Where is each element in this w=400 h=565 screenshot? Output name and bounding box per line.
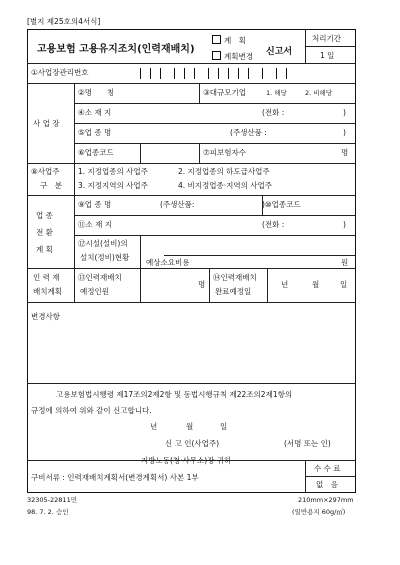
close-paren: ) bbox=[343, 220, 346, 229]
insured-count-label: ⑦피보험자수 bbox=[203, 148, 246, 157]
reporter-label: 신 고 인(사업주) bbox=[165, 439, 220, 448]
business-name-label: ②명 칭 bbox=[78, 88, 115, 97]
footer-paper-type: (일반용지 60g/㎡) bbox=[292, 508, 346, 516]
business-address-label: ④소 재 지 bbox=[78, 108, 112, 117]
year-unit: 년 bbox=[150, 422, 158, 431]
employer-type-option-3[interactable]: 3. 지정지역의 사업주 bbox=[78, 181, 148, 190]
plan-change-checkbox[interactable] bbox=[212, 51, 221, 60]
expected-cost-label: 예상소요비용 bbox=[146, 258, 190, 267]
processing-period-label: 처리기간 bbox=[312, 34, 341, 43]
facility-label-2: 설치(정비)현황 bbox=[80, 253, 130, 262]
plan-checkbox[interactable] bbox=[212, 35, 221, 44]
plan-option[interactable]: 계 획 bbox=[212, 35, 246, 45]
expected-cost-unit: 원 bbox=[341, 258, 349, 267]
conversion-plan-label: 업 종 bbox=[36, 211, 53, 220]
form-title: 고용보험 고용유지조치(인력재배치) bbox=[37, 44, 195, 55]
new-address-label: ⑪소 재 지 bbox=[78, 220, 113, 229]
signature-label[interactable]: (서명 또는 인) bbox=[284, 439, 331, 448]
business-number-label: ①사업장관리번호 bbox=[31, 68, 89, 77]
footer-approval-date: 98. 7. 2. 승인 bbox=[27, 508, 69, 516]
planned-headcount-label-2: 예정인원 bbox=[80, 287, 109, 296]
employer-type-option-4[interactable]: 4. 비지정업종·지역의 사업주 bbox=[178, 181, 273, 190]
year-unit: 년 bbox=[281, 280, 289, 289]
footer-code: 32305-22811민 bbox=[27, 496, 77, 504]
employer-type-option-2[interactable]: 2. 지정업종의 하도급사업주 bbox=[178, 167, 270, 176]
facility-label: ⑫시설(설비)의 bbox=[78, 239, 128, 248]
attachments-label: 구비서류 : 인력재배치계획서(변경계획서) 사본 1부 bbox=[31, 473, 199, 482]
planned-headcount-unit: 명 bbox=[198, 280, 206, 289]
business-section-label: 사 업 장 bbox=[33, 119, 60, 128]
new-industry-code-label: )⑩업종코드 bbox=[262, 200, 301, 209]
relocation-plan-label-2: 배치계획 bbox=[33, 287, 62, 296]
main-product-label: (주생산품 : bbox=[230, 128, 267, 137]
month-unit: 월 bbox=[186, 422, 194, 431]
rule bbox=[27, 63, 356, 64]
conversion-plan-label-2: 전 환 bbox=[36, 228, 53, 237]
day-unit: 일 bbox=[220, 422, 228, 431]
form-title-suffix: 신고서 bbox=[266, 47, 293, 57]
declaration-line-2: 규정에 의하여 위와 같이 신고합니다. bbox=[31, 406, 152, 415]
form-number-label: [별지 제25호의4서식] bbox=[27, 17, 101, 26]
footer-paper-size: 210mm×297mm bbox=[298, 496, 354, 504]
new-product-label: (주생산품: bbox=[160, 200, 195, 209]
insured-count-unit: 명 bbox=[341, 148, 349, 157]
employer-type-label-2: 구 분 bbox=[40, 181, 62, 190]
plan-change-option[interactable]: 계획변경 bbox=[212, 51, 253, 61]
new-phone-label: (전화 : bbox=[262, 220, 285, 229]
industry-name-label: ⑤업 종 명 bbox=[78, 128, 112, 137]
planned-headcount-label: ⑬인력재배치 bbox=[78, 273, 122, 282]
conversion-plan-label-3: 계 획 bbox=[36, 245, 53, 254]
business-phone-label: (전화 : bbox=[262, 108, 285, 117]
completion-date-label-2: 완료예정일 bbox=[215, 287, 252, 296]
close-paren: ) bbox=[343, 108, 346, 117]
declaration-line-1: 고용보험법시행령 제17조의2제2항 및 동법시행규칙 제22조의2제1항의 bbox=[56, 390, 293, 399]
processing-period-value: 1 일 bbox=[320, 51, 335, 60]
employer-type-option-1[interactable]: 1. 지정업종의 사업주 bbox=[78, 167, 148, 176]
fee-label: 수 수 료 bbox=[314, 464, 341, 473]
close-paren: ) bbox=[343, 128, 346, 137]
large-company-no[interactable]: 2. 비해당 bbox=[305, 89, 333, 97]
day-unit: 일 bbox=[340, 280, 348, 289]
industry-code-label: ⑥업종코드 bbox=[78, 148, 114, 157]
changes-text-area[interactable] bbox=[30, 325, 353, 380]
completion-date-label: ⑭인력재배치 bbox=[213, 273, 257, 282]
recipient-label: 지방노동(청·사무소)장 귀하 bbox=[141, 456, 232, 465]
employer-type-label: ⑧사업주 bbox=[31, 167, 60, 176]
relocation-plan-label: 인 력 재 bbox=[33, 273, 60, 282]
large-company-yes[interactable]: 1. 해당 bbox=[266, 89, 287, 97]
fee-value: 없 음 bbox=[316, 480, 338, 489]
large-company-label: ③대규모기업 bbox=[203, 88, 246, 97]
changes-label: 변경사항 bbox=[31, 312, 60, 321]
month-unit: 월 bbox=[312, 280, 320, 289]
new-industry-label: ⑨업 종 명 bbox=[78, 200, 112, 209]
